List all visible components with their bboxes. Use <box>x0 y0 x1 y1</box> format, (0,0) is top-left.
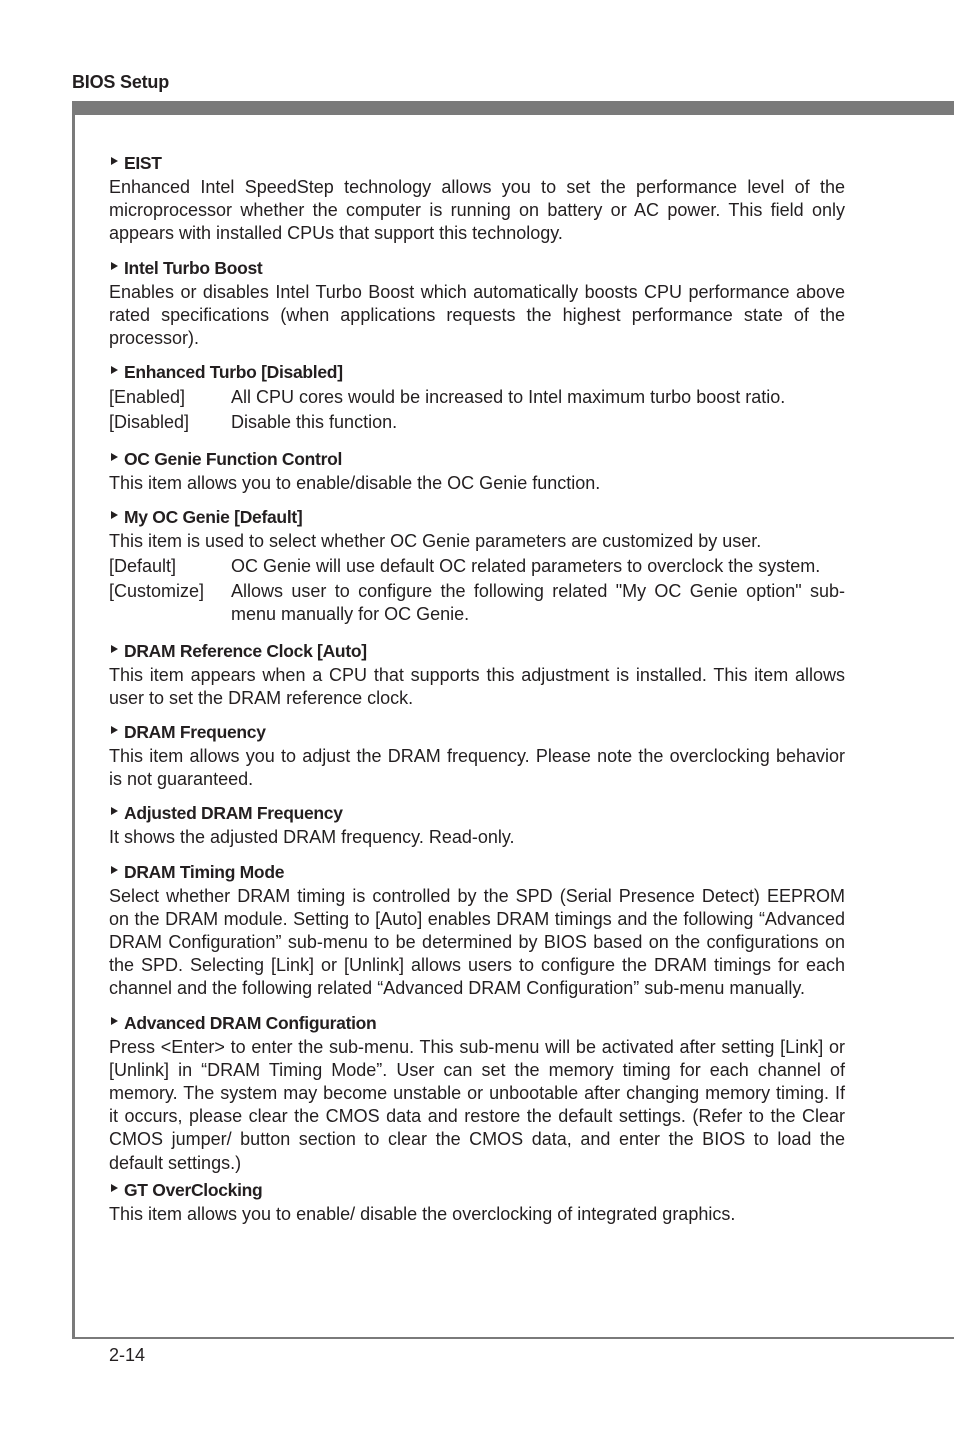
item-heading <box>109 720 845 744</box>
option-row <box>109 580 845 626</box>
item-heading-text: Intel Turbo Boost <box>124 257 263 278</box>
header-bar <box>72 101 954 115</box>
triangle-bullet-icon <box>111 157 118 165</box>
item-adjusted-dram-frequency <box>109 801 845 849</box>
item-my-oc-genie <box>109 505 845 627</box>
triangle-bullet-icon <box>111 866 118 874</box>
item-intel-turbo-boost <box>109 256 845 351</box>
item-gt-overclocking <box>109 1178 845 1226</box>
option-key: [Enabled] <box>109 387 186 408</box>
item-heading <box>109 801 845 825</box>
triangle-bullet-icon <box>111 511 118 519</box>
triangle-bullet-icon <box>111 1017 118 1025</box>
triangle-bullet-icon <box>111 1184 118 1192</box>
triangle-bullet-icon <box>111 453 118 461</box>
option-description: Allows user to configure the following related "My OC Genie option" sub-menu manually for OC Genie. <box>231 581 845 625</box>
page-header-title: BIOS Setup <box>72 72 170 92</box>
item-heading-text: Enhanced Turbo [Disabled] <box>124 362 343 383</box>
item-description: This item allows you to enable/ disable the overclocking of integrated graphics. <box>109 1203 736 1224</box>
item-advanced-dram-configuration <box>109 1011 845 1175</box>
item-heading <box>109 447 845 471</box>
option-row <box>109 386 845 409</box>
item-description: Select whether DRAM timing is controlled by the SPD (Serial Presence Detect) EEPROM on the DRAM module. Setting to [Auto] enables DRAM timings and the following “Advanced DRAM Configuration” sub-menu to be determined by BIOS based on the configurations on the SPD. Selecting [Link] or [Unlink] allows users to configure the DRAM timings for each channel and the following related “Advanced DRAM Configuration” sub-menu manually. <box>109 885 845 999</box>
option-row <box>109 411 845 434</box>
content-area <box>109 151 845 1226</box>
item-heading-text: DRAM Timing Mode <box>124 861 285 882</box>
option-description: All CPU cores would be increased to Intel maximum turbo boost ratio. <box>231 387 786 408</box>
item-heading-text: DRAM Reference Clock [Auto] <box>124 640 367 661</box>
item-description: This item is used to select whether OC Genie parameters are customized by user. <box>109 530 762 551</box>
page-number: 2-14 <box>109 1345 146 1365</box>
option-key: [Default] <box>109 556 177 577</box>
item-heading <box>109 256 845 280</box>
footer-rule <box>72 1337 954 1339</box>
item-heading-text: Advanced DRAM Configuration <box>124 1012 377 1033</box>
option-description: OC Genie will use default OC related parameters to overclock the system. <box>231 556 821 577</box>
item-dram-timing-mode <box>109 860 845 1001</box>
item-dram-reference-clock <box>109 639 845 710</box>
item-eist <box>109 151 845 246</box>
item-description: This item allows you to enable/disable the OC Genie function. <box>109 472 601 493</box>
item-heading <box>109 639 845 663</box>
item-heading-text: GT OverClocking <box>124 1179 263 1200</box>
item-heading-text: DRAM Frequency <box>124 722 266 743</box>
option-description: Disable this function. <box>231 412 398 433</box>
item-description: This item allows you to adjust the DRAM frequency. Please note the overclocking behavior is not guaranteed. <box>109 746 845 790</box>
triangle-bullet-icon <box>111 262 118 270</box>
item-description: Press <Enter> to enter the sub-menu. This sub-menu will be activated after setting [Link] or [Unlink] in “DRAM Timing Mode”. User can set the memory timing for each channel of memory. The system may become unstable or unbootable after changing memory timing. If it occurs, please clear the CMOS data and restore the default settings. (Refer to the Clear CMOS jumper/ button section to clear the CMOS data, and enter the BIOS to load the default settings.) <box>109 1036 845 1173</box>
item-description: It shows the adjusted DRAM frequency. Read-only. <box>109 827 515 848</box>
item-heading <box>109 860 845 884</box>
item-heading-text: OC Genie Function Control <box>124 448 343 469</box>
option-key: [Disabled] <box>109 412 190 433</box>
item-heading-text: My OC Genie [Default] <box>124 506 303 527</box>
left-border-rule <box>72 101 75 1339</box>
item-description: This item appears when a CPU that supports this adjustment is installed. This item allows user to set the DRAM reference clock. <box>109 664 845 708</box>
item-enhanced-turbo <box>109 360 845 434</box>
item-heading <box>109 151 845 175</box>
option-row <box>109 555 845 578</box>
triangle-bullet-icon <box>111 807 118 815</box>
item-heading-text: Adjusted DRAM Frequency <box>124 803 343 824</box>
item-heading <box>109 1011 845 1035</box>
item-dram-frequency <box>109 720 845 791</box>
item-heading <box>109 1178 845 1202</box>
triangle-bullet-icon <box>111 726 118 734</box>
item-heading <box>109 360 845 384</box>
item-description: Enables or disables Intel Turbo Boost which automatically boosts CPU performance above rated specifications (when applications requests the highest performance state of the processor). <box>109 281 845 349</box>
option-key: [Customize] <box>109 581 205 602</box>
triangle-bullet-icon <box>111 366 118 374</box>
item-heading <box>109 505 845 529</box>
item-description: Enhanced Intel SpeedStep technology allows you to set the performance level of the microprocessor whether the computer is running on battery or AC power. This field only appears with installed CPUs that support this technology. <box>109 177 845 244</box>
triangle-bullet-icon <box>111 645 118 653</box>
item-heading-text: EIST <box>124 153 162 173</box>
item-oc-genie-function-control <box>109 447 845 495</box>
